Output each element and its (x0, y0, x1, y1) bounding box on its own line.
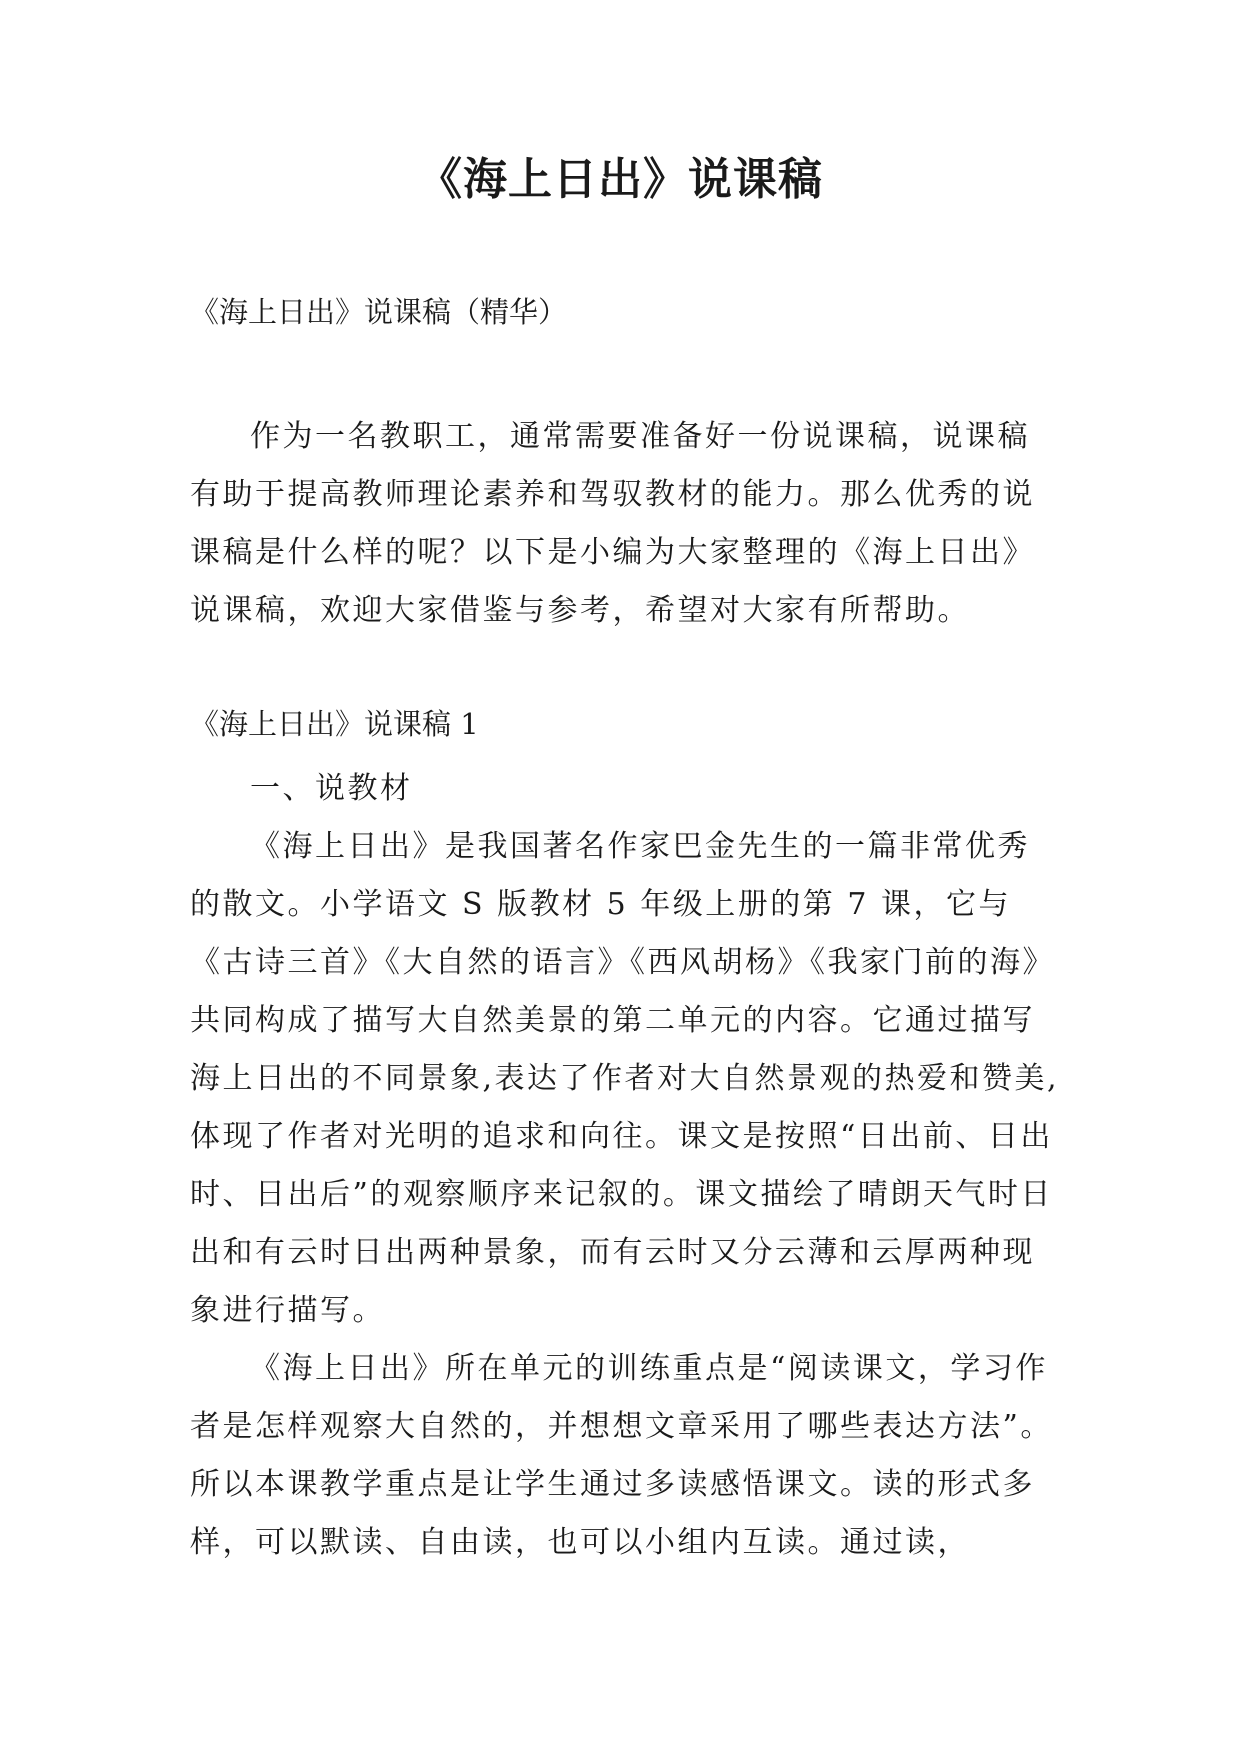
document-title: 《海上日出》说课稿 (418, 154, 823, 205)
document-subtitle: 《海上日出》说课稿（精华） (190, 295, 568, 329)
section-heading: 《海上日出》说课稿 1 (190, 707, 479, 741)
body-paragraph-2: 《海上日出》所在单元的训练重点是“阅读课文，学习作者是怎样观察大自然的，并想想文章采用了哪些表达方法”。所以本课教学重点是让学生通过多读感悟课文。读的形式多样，可以默读、自由读，也可以小组内互读。通过读， (190, 1351, 1053, 1560)
section-subheading: 一、说教材 (250, 771, 413, 806)
intro-paragraph: 作为一名教职工，通常需要准备好一份说课稿，说课稿有助于提高教师理论素养和驾驭教材的能力。那么优秀的说课稿是什么样的呢？以下是小编为大家整理的《海上日出》说课稿，欢迎大家借鉴与参考，希望对大家有所帮助。 (190, 419, 1035, 628)
body-paragraph-1: 《海上日出》是我国著名作家巴金先生的一篇非常优秀的散文。小学语文 S 版教材 5 年级上册的第 7 课，它与《古诗三首》《大自然的语言》《西风胡杨》《我家门前的海》共同构成了描写大自然美景的第二单元的内容。它通过描写海上日出的不同景象,表达了作者对大自然景观的热爱和赞美,体现了作者对光明的追求和向往。课文是按照“日出前、日出时、日出后”的观察顺序来记叙的。课文描绘了晴朗天气时日出和有云时日出两种景象，而有云时又分云薄和云厚两种现象进行描写。 (190, 829, 1060, 1328)
section-body (190, 760, 1060, 1572)
